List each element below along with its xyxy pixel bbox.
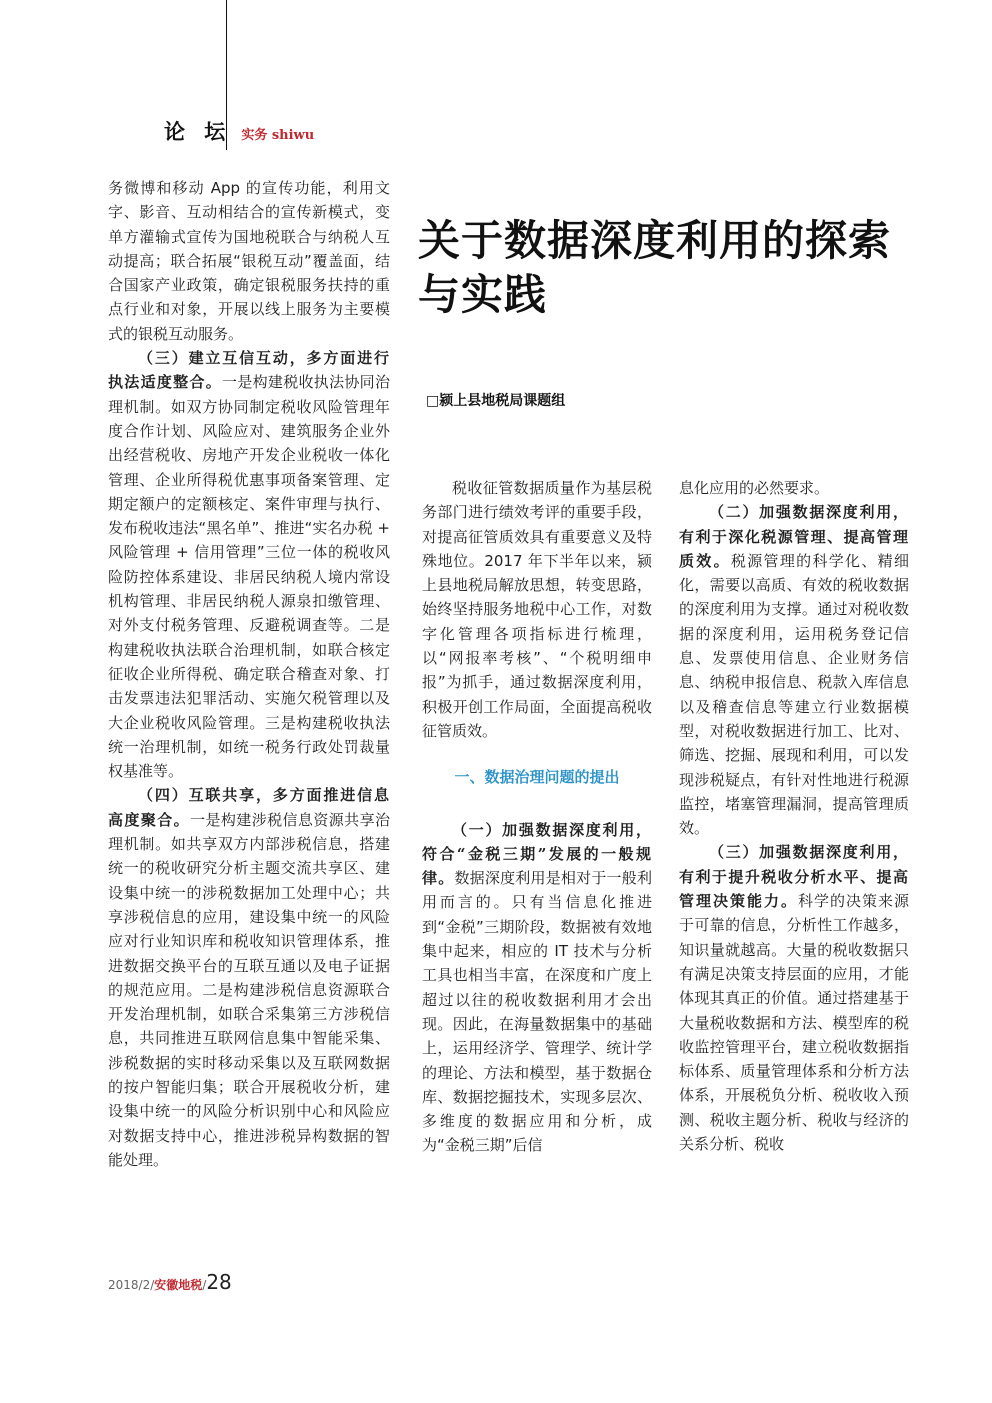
- paragraph-body: 数据深度利用是相对于一般利用而言的。只有当信息化推进到“金税”三期阶段，数据被有效地集中起来，相应的 IT 技术与分析工具也相当丰富，在深度和广度上超过以往的税收数据利用才会出现。因此，在海量数据集中的基础上，运用经济学、管理学、统计学的理论、方法和模型，基于数据仓库、数据挖掘技术，实现多层次、多维度的数据应用和分析，成为“金税三期”后信: [422, 869, 652, 1155]
- paragraph-body: 一是构建涉税信息资源共享治理机制。如共享双方内部涉税信息，搭建统一的税收研究分析主题交流共享区、建设集中统一的涉税数据加工处理中心；共享涉税信息的应用，建设集中统一的风险应对行业知识库和税收知识管理体系，推进数据交换平台的互联互通以及电子证据的规范应用。二是构建涉税信息资源联合开发治理机制，如联合采集第三方涉税信息，共同推进互联网信息集中智能采集、涉税数据的实时移动采集以及互联网数据的按户智能归集；联合开展税收分析，建设集中统一的风险分析识别中心和风险应对数据支持中心，推进涉税异构数据的智能处理。: [108, 810, 390, 1169]
- section-heading: 一、数据治理问题的提出: [454, 768, 620, 787]
- subheading: （四）互联共享，多方面推进信息高度聚合。: [108, 786, 390, 829]
- paragraph: [679, 840, 909, 1156]
- article-title: 关于数据深度利用的探索与实践: [418, 216, 892, 319]
- paragraph: 税收征管数据质量作为基层税务部门进行绩效考评的重要手段，对提高征管质效具有重要意义及特殊地位。2017 年下半年以来，颍上县地税局解放思想，转变思路，始终坚持服务地税中心工作，对数字化管理各项指标进行梳理，以“网报率考核”、“个税明细申报”为抓手，通过数据深度利用，积极开创工作局面，全面提高税收征管质效。: [422, 479, 652, 740]
- issue-date: 2018/2/: [108, 1278, 155, 1292]
- paragraph: [422, 818, 652, 1158]
- page-number: 28: [206, 1270, 232, 1294]
- section-label: 论 坛: [164, 119, 232, 144]
- article-byline: □颍上县地税局课题组: [426, 393, 566, 409]
- paragraph-body: 一是构建税收执法协同治理机制。如双方协同制定税收风险管理年度合作计划、风险应对、建筑服务企业外出经营税收、房地产开发企业税收一体化管理、企业所得税优惠事项备案管理、定期定额户的定额核定、案件审理与执行、发布税收违法“黑名单”、推进“实名办税 + 风险管理 + 信用管理”三位一体的税收风险防控体系建设、非居民纳税人境内常设机构管理、非居民纳税人源泉扣缴管理、对外支付税务管理、反避税调查等。二是构建税收执法联合治理机制，如联合核定征收企业所得税、确定联合稽查对象、打击发票违法犯罪活动、实施欠税管理以及大企业税收风险管理。三是构建税收执法统一治理机制，如统一税务行政处罚裁量权基准等。: [108, 373, 390, 781]
- paragraph: [679, 500, 909, 840]
- footer-separator: /: [202, 1278, 207, 1292]
- paragraph-body: 科学的决策来源于可靠的信息，分析性工作越多，知识量就越高。大量的税收数据只有满足决策支持层面的应用，才能体现其真正的价值。通过搭建基于大量税收数据和方法、模型库的税收监控管理平台，建立税收数据指标体系、质量管理体系和分析方法体系，开展税负分析、税收收入预测、税收主题分析、税收与经济的关系分析、税收: [679, 892, 909, 1154]
- text-column-middle: [422, 476, 652, 1158]
- subheading: （三）加强数据深度利用，有利于提升税收分析水平、提高管理决策能力。: [679, 843, 909, 911]
- subheading: （三）建立互信互动，多方面进行执法适度整合。: [108, 349, 390, 392]
- paragraph: 务微博和移动 App 的宣传功能，利用文字、影音、互动相结合的宣传新模式，变单方灌输式宣传为国地税联合与纳税人互动提高；联合拓展“银税互动”覆盖面，结合国家产业政策，确定银税服务扶持的重点行业和对象，开展以线上服务为主要模式的银税互动服务。: [108, 179, 390, 343]
- journal-name: 安徽地税: [154, 1278, 203, 1292]
- page-footer: [108, 1270, 232, 1294]
- subheading: （一）加强数据深度利用，符合“金税三期”发展的一般规律。: [422, 820, 652, 888]
- text-column-right: [679, 476, 909, 1156]
- subsection-label: 实务 shiwu: [241, 128, 315, 143]
- paragraph-body: 税源管理的科学化、精细化，需要以高质、有效的税收数据的深度利用为支撑。通过对税收数据的深度利用，运用税务登记信息、发票使用信息、企业财务信息、纳税申报信息、税款入库信息以及稽查信息等建立行业数据模型，对税收数据进行加工、比对、筛选、挖掘、展现和利用，可以发现涉税疑点，有针对性地进行税源监控，堵塞管理漏洞，提高管理质效。: [679, 551, 909, 838]
- section-header: [164, 116, 314, 146]
- text-column-left: [108, 176, 390, 1172]
- subheading: （二）加强数据深度利用，有利于深化税源管理、提高管理质效。: [679, 503, 909, 570]
- paragraph: 息化应用的必然要求。: [679, 479, 830, 497]
- paragraph: [108, 783, 390, 1172]
- paragraph: [108, 346, 390, 783]
